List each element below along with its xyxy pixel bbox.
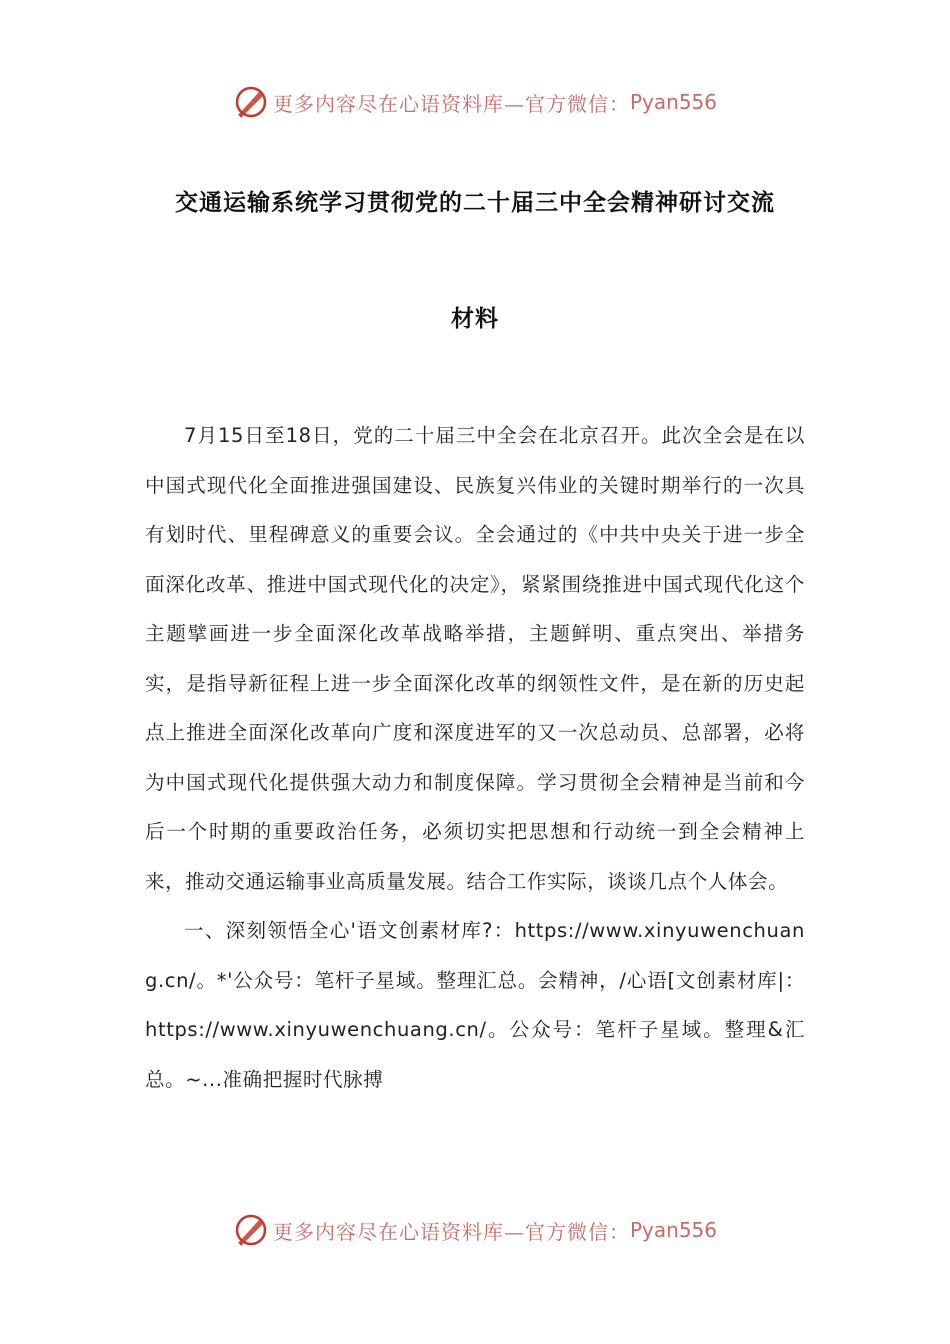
document-title-line-1: 交通运输系统学习贯彻党的二十届三中全会精神研讨交流 (175, 190, 775, 216)
footer-banner (0, 1210, 950, 1250)
pen-logo-icon (233, 84, 269, 120)
pen-logo-icon (233, 1212, 269, 1248)
banner-wechat-id: Pyan556 (629, 90, 717, 114)
paragraph-intro: 7月15日至18日，党的二十届三中全会在北京召开。此次全会是在以中国式现代化全面推进强国建设、民族复兴伟业的关键时期举行的一次具有划时代、里程碑意义的重要会议。全会通过的《中共中央关于进一步全面深化改革、推进中国式现代化的决定》，紧紧围绕推进中国式现代化这个主题擘画进一步全面深化改革战略举措，主题鲜明、重点突出、举措务实，是指导新征程上进一步全面深化改革的纲领性文件，是在新的历史起点上推进全面深化改革向广度和深度进军的又一次总动员、总部署，必将为中国式现代化提供强大动力和制度保障。学习贯彻全会精神是当前和今后一个时期的重要政治任务，必须切实把思想和行动统一到全会精神上来，推动交通运输事业高质量发展。结合工作实际，谈谈几点个人体会。 (145, 424, 805, 893)
document-body (145, 411, 805, 1104)
banner-text: 更多内容尽在心语资料库—官方微信： (272, 91, 630, 116)
banner-text: 更多内容尽在心语资料库—官方微信： (272, 1219, 630, 1244)
paragraph-section-one: 一、深刻领悟全心'语文创素材库?：https://www.xinyuwenchuang.cn/。*'公众号：笔杆子星域。整理汇总。会精神，/心语[文创素材库|：https://www.xinyuwenchuang.cn/。公众号：笔杆子星域。整理&汇总。~...准确把握时代脉搏 (145, 919, 805, 1091)
banner-wechat-id: Pyan556 (629, 1218, 717, 1242)
document-title-line-2: 材料 (451, 306, 499, 332)
header-banner (0, 82, 950, 122)
